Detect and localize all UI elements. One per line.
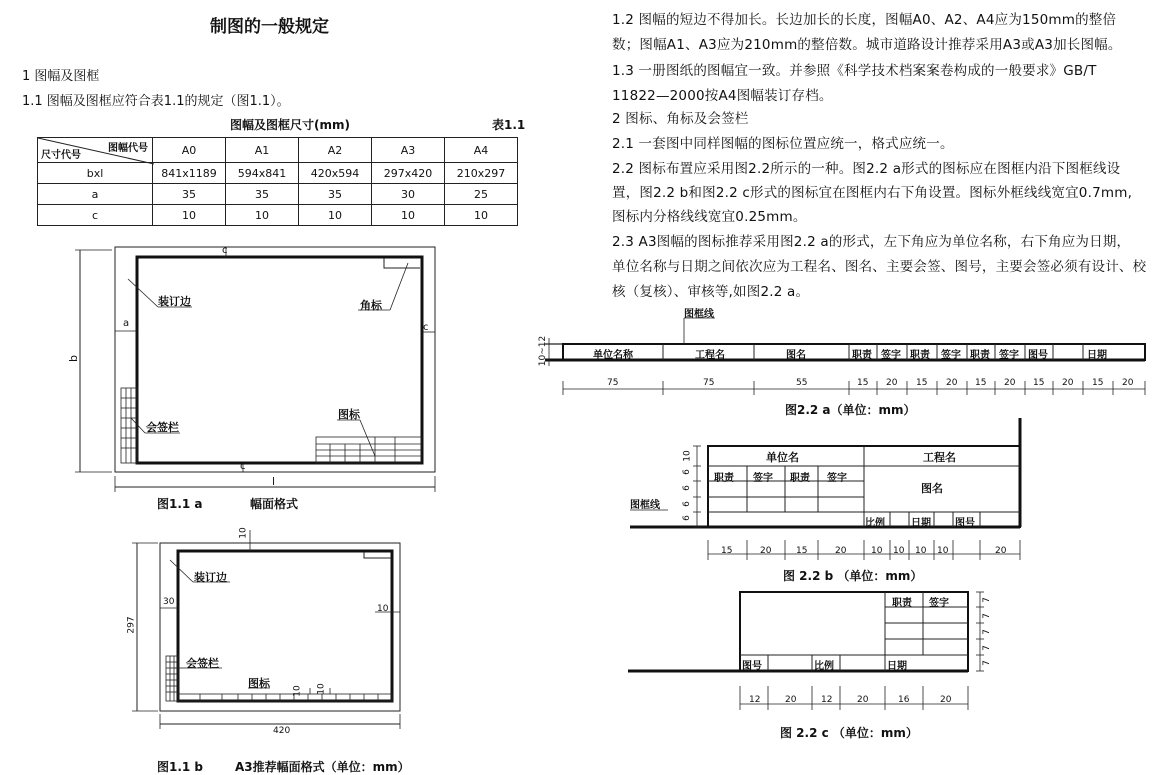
fig22a-dim: 20 (946, 378, 958, 388)
table-cell: 297x420 (372, 163, 445, 184)
fig22c-dim: 20 (940, 695, 952, 705)
fig22b-drawing-name: 图名 (921, 482, 943, 495)
fig22b-vdim: 10 (682, 450, 693, 462)
fig-b-dim-297: 297 (126, 616, 137, 634)
table-header: A1 (226, 138, 299, 163)
fig22a-dim: 15 (1033, 378, 1045, 388)
fig22a-dim: 15 (1092, 378, 1104, 388)
fig22b-dim: 20 (760, 546, 772, 556)
fig-a-title-block-label: 图标 (338, 408, 360, 421)
fig22b-caption: 图 2.2 b （单位：mm） (783, 569, 923, 583)
table-cell: 10 (445, 205, 518, 226)
fig22b-sign-2: 签字 (827, 473, 847, 484)
para-line: 2.2 图标布置应采用图2.2所示的一种。图2.2 a形式的图标应在图框内沿下图框线设 (612, 161, 1121, 177)
table-row-label: c (38, 205, 153, 226)
corner-label-top: 图幅代号 (108, 143, 148, 154)
fig22a-dim: 75 (703, 378, 715, 388)
fig-1-1-a-caption: 幅面格式 (250, 497, 299, 511)
fig-b-sign-block-label: 会签栏 (186, 657, 219, 670)
fig22a-dim: 75 (607, 378, 619, 388)
fig22a-dim: 20 (1004, 378, 1016, 388)
fig22a-dim: 15 (916, 378, 928, 388)
fig22a-cell: 签字 (999, 350, 1019, 361)
table-cell: 35 (299, 184, 372, 205)
fig22b-sign-1: 签字 (753, 473, 773, 484)
fig22b-dim: 10 (937, 546, 949, 556)
fig22c-dim: 12 (821, 695, 833, 705)
fig22b-vdim: 6 (681, 501, 692, 507)
para-line: 11822—2000按A4图幅装订存档。 (612, 88, 833, 104)
table-cell: 10 (299, 205, 372, 226)
fig-b-dim-10-top: 10 (238, 527, 249, 539)
fig-b-title-block-label: 图标 (248, 677, 270, 690)
fig22a-frame-line-label: 图框线 (684, 309, 714, 320)
fig22b-duty-2: 职责 (790, 473, 810, 484)
fig-a-sign-block-label: 会签栏 (146, 421, 179, 434)
table-row-label: bxl (38, 163, 153, 184)
fig22c-date: 日期 (887, 661, 907, 672)
table-header: A3 (372, 138, 445, 163)
section-heading-1: 1 图幅及图框 (22, 69, 100, 84)
fig22c-dim: 20 (785, 695, 797, 705)
table-cell: 25 (445, 184, 518, 205)
fig22b-unit-name: 单位名 (766, 451, 799, 464)
fig22b-vdim: 6 (681, 469, 692, 475)
fig22b-dim: 10 (915, 546, 927, 556)
fig22c-duty: 职责 (892, 598, 912, 609)
fig22c-vdim: 7 (981, 645, 992, 651)
fig22c-vdim: 7 (981, 597, 992, 603)
fig-a-corner-mark-label: 角标 (360, 299, 382, 312)
fig22b-dim: 15 (721, 546, 733, 556)
table-row-label: a (38, 184, 153, 205)
para-line: 1.2 图幅的短边不得加长。长边加长的长度，图幅A0、A2、A4应为150mm的整倍 (612, 12, 1117, 28)
table-cell: 10 (226, 205, 299, 226)
table-cell: 30 (372, 184, 445, 205)
fig22a-cell: 图名 (786, 350, 806, 361)
fig22a-caption: 图2.2 a（单位：mm） (785, 403, 916, 417)
fig22c-dim: 12 (749, 695, 761, 705)
fig22a-height-label: 10~12 (538, 335, 549, 367)
table-cell: 210x297 (445, 163, 518, 184)
fig-b-dim-30: 30 (163, 597, 175, 607)
table-number: 表1.1 (492, 118, 526, 132)
fig22a-dim: 20 (1122, 378, 1134, 388)
fig22a-dim: 55 (796, 378, 808, 388)
fig-a-dim-c-right: c (423, 322, 429, 333)
fig22a-dim: 15 (975, 378, 987, 388)
fig22a-cell: 职责 (910, 350, 930, 361)
fig22b-date: 日期 (911, 518, 931, 529)
fig22a-cell: 职责 (852, 350, 872, 361)
fig22c-vdim: 7 (981, 660, 992, 666)
fig22b-duty-1: 职责 (714, 473, 734, 484)
fig22b-dim: 10 (893, 546, 905, 556)
page-title: 制图的一般规定 (210, 17, 329, 37)
fig22c-vdim: 7 (981, 613, 992, 619)
fig22a-cell: 职责 (970, 350, 990, 361)
table-cell: 10 (372, 205, 445, 226)
para-line: 1.3 一册图纸的图幅宜一致。并参照《科学技术档案案卷构成的一般要求》GB/T (612, 63, 1097, 79)
para-line: 图标内分格线线宽宜0.25mm。 (612, 209, 807, 225)
table-header: A2 (299, 138, 372, 163)
fig-1-1-a-caption-no: 图1.1 a (157, 497, 203, 511)
table-cell: 594x841 (226, 163, 299, 184)
fig22b-drawing-no: 图号 (955, 518, 975, 529)
fig-b-dim-420: 420 (273, 726, 291, 736)
para-line: 2.3 A3图幅的图标推荐采用图2.2 a的形式，左下角应为单位名称，右下角应为日期， (612, 234, 1131, 250)
fig22c-vdim: 7 (981, 629, 992, 635)
fig-b-dim-10-a: 10 (292, 685, 303, 697)
table-header: A0 (153, 138, 226, 163)
table-cell: 35 (226, 184, 299, 205)
table-cell: 35 (153, 184, 226, 205)
fig22a-cell: 签字 (941, 350, 961, 361)
para-line: 核（复核）、审核等,如图2.2 a。 (612, 284, 810, 300)
fig22b-dim: 20 (995, 546, 1007, 556)
fig22c-drawing-no: 图号 (742, 661, 762, 672)
fig22a-cell: 日期 (1087, 350, 1107, 361)
fig22a-dim: 15 (857, 378, 869, 388)
fig-a-dim-c-top: c (222, 245, 228, 256)
fig-1-1-b-caption-no: 图1.1 b (157, 760, 204, 774)
para-line: 数；图幅A1、A3应为210mm的整倍数。城市道路设计推荐采用A3或A3加长图幅。 (612, 37, 1122, 53)
fig22b-frame-line-label: 图框线 (630, 500, 660, 511)
para-line: 2 图标、角标及会签栏 (612, 111, 749, 127)
fig22c-scale: 比例 (814, 661, 834, 672)
fig-a-dim-b: b (66, 355, 80, 362)
fig22a-cell: 工程名 (695, 350, 725, 361)
fig-1-1-b-caption: A3推荐幅面格式（单位：mm） (235, 760, 410, 774)
table-cell: 420x594 (299, 163, 372, 184)
fig-b-dim-10-right: 10 (377, 604, 389, 614)
fig22a-dim: 20 (1062, 378, 1074, 388)
fig22a-cell: 图号 (1028, 350, 1048, 361)
table-caption: 图幅及图框尺寸(mm) (230, 118, 350, 132)
fig22b-dim: 20 (835, 546, 847, 556)
fig-b-dim-10-b: 10 (316, 683, 327, 695)
table-cell: 841x1189 (153, 163, 226, 184)
para-1-1: 1.1 图幅及图框应符合表1.1的规定（图1.1）。 (22, 94, 290, 109)
fig22a-dim: 20 (886, 378, 898, 388)
fig22b-vdim: 6 (681, 485, 692, 491)
table-header: A4 (445, 138, 518, 163)
fig22c-dim: 16 (898, 695, 910, 705)
fig22b-vdim: 6 (681, 515, 692, 521)
table-cell: 10 (153, 205, 226, 226)
fig22c-sign: 签字 (929, 598, 949, 609)
para-line: 单位名称与日期之间依次应为工程名、图名、主要会签、图号，主要会签必须有设计、校 (612, 259, 1147, 275)
fig22b-dim: 10 (871, 546, 883, 556)
fig22c-caption: 图 2.2 c （单位：mm） (780, 726, 918, 740)
fig22c-dim: 20 (857, 695, 869, 705)
fig-a-dim-a: a (123, 318, 130, 329)
para-line: 2.1 一套图中同样图幅的图标位置应统一，格式应统一。 (612, 136, 954, 152)
fig22b-scale: 比例 (865, 518, 885, 529)
fig22b-project-name: 工程名 (923, 451, 956, 464)
fig-b-binding-label: 装订边 (194, 571, 227, 584)
fig-a-dim-l: l (272, 475, 276, 488)
fig-a-binding-label: 装订边 (158, 295, 191, 308)
fig-a-dim-c-bottom: c (240, 461, 246, 472)
corner-label-bottom: 尺寸代号 (41, 150, 81, 161)
para-line: 置，图2.2 b和图2.2 c形式的图标宜在图框内右下角设置。图标外框线线宽宜0.7mm, (612, 185, 1133, 201)
fig22a-cell: 单位名称 (593, 350, 633, 361)
fig22b-dim: 15 (796, 546, 808, 556)
fig22a-cell: 签字 (881, 350, 901, 361)
